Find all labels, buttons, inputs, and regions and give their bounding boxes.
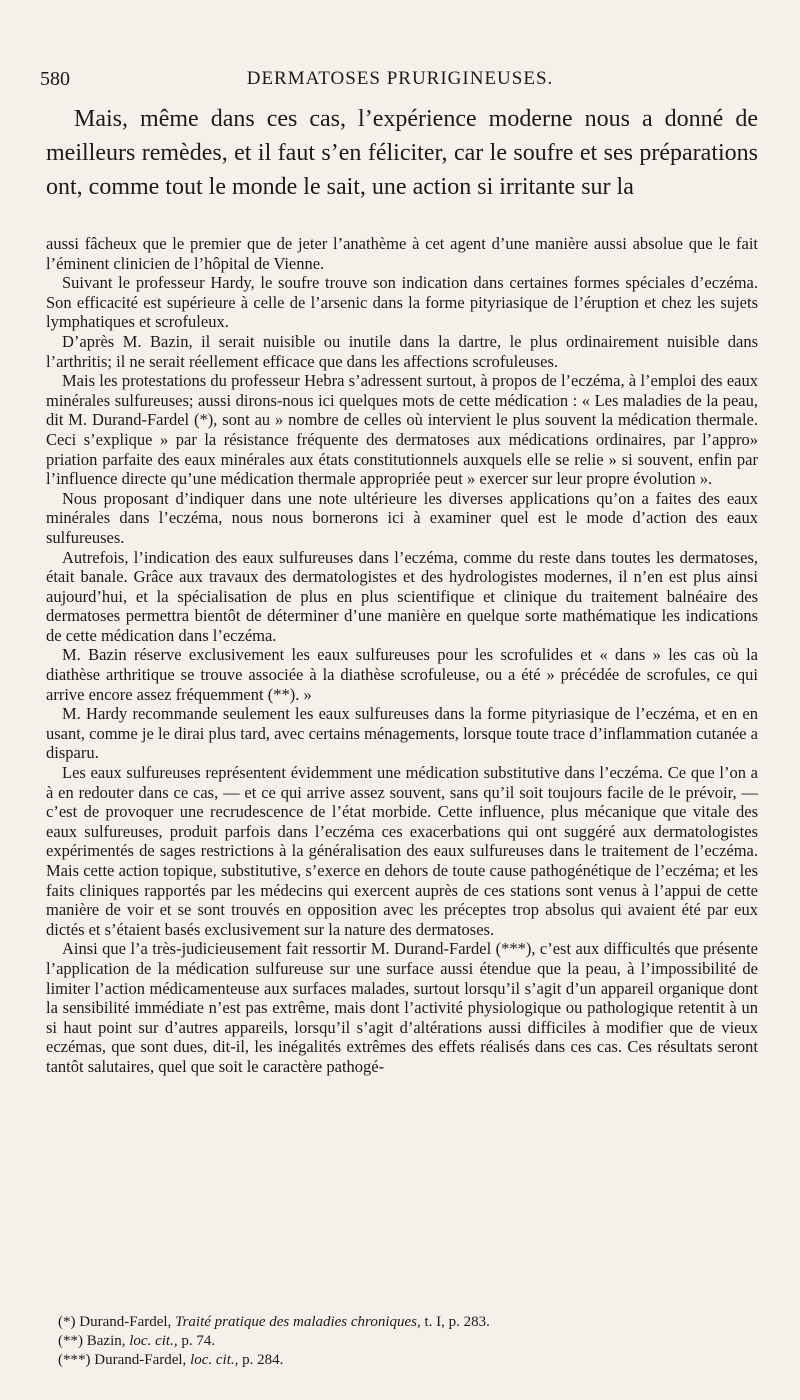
footnote-ref: t. I, p. 283. xyxy=(424,1314,490,1330)
paragraph: Ainsi que l’a très-judicieusement fait ressortir M. Durand-Fardel (***), c’est aux difficultés que présente l’application de la médication sulfureuse sur une surface aussi étendue que la peau, à l’impossibilité de limiter l’action médicamenteuse aux surfaces malades, surtout lorsqu’il s’agit d’un appareil organique dont la sensibilité immédiate n’est pas extrême, mais dont l’activité physiologique ou pathologique retentit à un si haut point sur d’autres appareils, lorsqu’il s’agit d’altérations aussi difficiles à modifier que de vieux eczémas, que sont dues, dit-il, les inégalités extrêmes des effets réalisés dans ces cas. Ces résultats seront tantôt salutaires, quel que soit le caractère pathogé- xyxy=(46,939,758,1076)
footnote-mark: (*) xyxy=(58,1314,76,1330)
footnote-author: Durand-Fardel, xyxy=(79,1314,172,1330)
paragraph: M. Hardy recommande seulement les eaux sulfureuses dans la forme pityriasique de l’eczéma, et en en usant, comme je le dirai plus tard, avec certains ménagements, lorsque toute trace d’inflammation cutanée a disparu. xyxy=(46,704,758,763)
lead-paragraph: Mais, même dans ces cas, l’expérience moderne nous a donné de meilleurs remèdes, et il faut s’en féliciter, car le soufre et ses préparations ont, comme tout le monde le sait, une action si irritante sur la xyxy=(46,106,758,200)
footnote-mark: (***) xyxy=(58,1352,91,1368)
footnote-author: Durand-Fardel, xyxy=(94,1352,187,1368)
body-text xyxy=(46,234,758,1077)
paragraph: Les eaux sulfureuses représentent évidemment une médication substitutive dans l’eczéma. Ce que l’on a à en redouter dans ce cas, — et ce qui arrive assez souvent, sans qu’il soit toujours facile de le prévoir, — c’est de provoquer une recrudescence de l’état morbide. Cette influence, plus mécanique que vitale des eaux sulfureuses, produit parfois dans l’eczéma ces exacerbations qui ont suggéré aux dermatologistes expérimentés de sages restrictions à la généralisation des eaux sulfureuses dans le traitement de l’eczéma. Mais cette action topique, substitutive, s’exerce en dehors de toute cause pathogénétique de l’eczéma; et les faits cliniques rapportés par les médecins qui exercent auprès de ces stations sont venus à l’appui de cette manière de voir et se sont trouvés en opposition avec les préceptes trop absolus qui avaient été par eux dictés et s’étaient basés exclusivement sur la nature des dermatoses. xyxy=(46,763,758,939)
footnote xyxy=(58,1332,758,1351)
footnotes xyxy=(58,1313,758,1370)
page-number: 580 xyxy=(40,68,70,90)
footnote-work: loc. cit., xyxy=(129,1333,178,1349)
footnote-ref: p. 74. xyxy=(181,1333,216,1349)
footnote-work: Traité pratique des maladies chroniques, xyxy=(175,1314,421,1330)
footnote xyxy=(58,1351,758,1370)
lead-paragraph-block xyxy=(46,102,758,204)
paragraph: Suivant le professeur Hardy, le soufre trouve son indication dans certaines formes spéciales d’eczéma. Son efficacité est supérieure à celle de l’arsenic dans la forme pityriasique de l’éruption et chez les sujets lymphatiques et scrofuleux. xyxy=(46,273,758,332)
page-header xyxy=(40,68,760,94)
footnote-ref: p. 284. xyxy=(242,1352,284,1368)
paragraph: Nous proposant d’indiquer dans une note ultérieure les diverses applications qu’on a faites des eaux minérales dans l’eczéma, nous nous bornerons ici à examiner quel est le mode d’action des eaux sulfureuses. xyxy=(46,488,758,547)
footnote-author: Bazin, xyxy=(86,1333,126,1349)
paragraph: aussi fâcheux que le premier que de jeter l’anathème à cet agent d’une manière aussi absolue que le fait l’éminent clinicien de l’hôpital de Vienne. xyxy=(46,234,758,273)
footnote-mark: (**) xyxy=(58,1333,83,1349)
paragraph: D’après M. Bazin, il serait nuisible ou inutile dans la dartre, le plus ordinairement nuisible dans l’arthritis; il ne serait réellement efficace que dans les affections scrofuleuses. xyxy=(46,331,758,371)
paragraph: Autrefois, l’indication des eaux sulfureuses dans l’eczéma, comme du reste dans toutes les dermatoses, était banale. Grâce aux travaux des dermatologistes et des hydrologistes modernes, il n’en est plus ainsi aujourd’hui, et la spécialisation de plus en plus scientifique et clinique du traitement balnéaire des dermatoses permettra bientôt de déterminer d’une manière en quelque sorte mathématique les indications de cette médication dans l’eczéma. xyxy=(46,547,758,645)
running-title: DERMATOSES PRURIGINEUSES. xyxy=(246,68,554,89)
footnote xyxy=(58,1313,758,1332)
footnote-work: loc. cit., xyxy=(190,1352,239,1368)
paragraph: Mais les protestations du professeur Hebra s’adressent surtout, à propos de l’eczéma, à l’emploi des eaux minérales sulfureuses; aussi dirons-nous ici quelques mots de cette médication : « Les maladies de la peau, dit M. Durand-Fardel (*), sont au » nombre de celles où intervient le plus souvent la médication thermale. Ceci s’explique » par la résistance fréquente des dermatoses aux médications ordinaires, par l’appro» priation parfaite des eaux minérales aux états constitutionnels auxquels elle se relie » si souvent, enfin par l’influence directe qu’une médication thermale appropriée peut » exercer sur leur propre évolution ». xyxy=(46,371,758,489)
paragraph: M. Bazin réserve exclusivement les eaux sulfureuses pour les scrofulides et « dans » les cas où la diathèse arthritique se trouve associée à la diathèse scrofuleuse, ou a été » précédée de scrofules, ce qui arrive encore assez fréquemment (**). » xyxy=(46,645,758,704)
